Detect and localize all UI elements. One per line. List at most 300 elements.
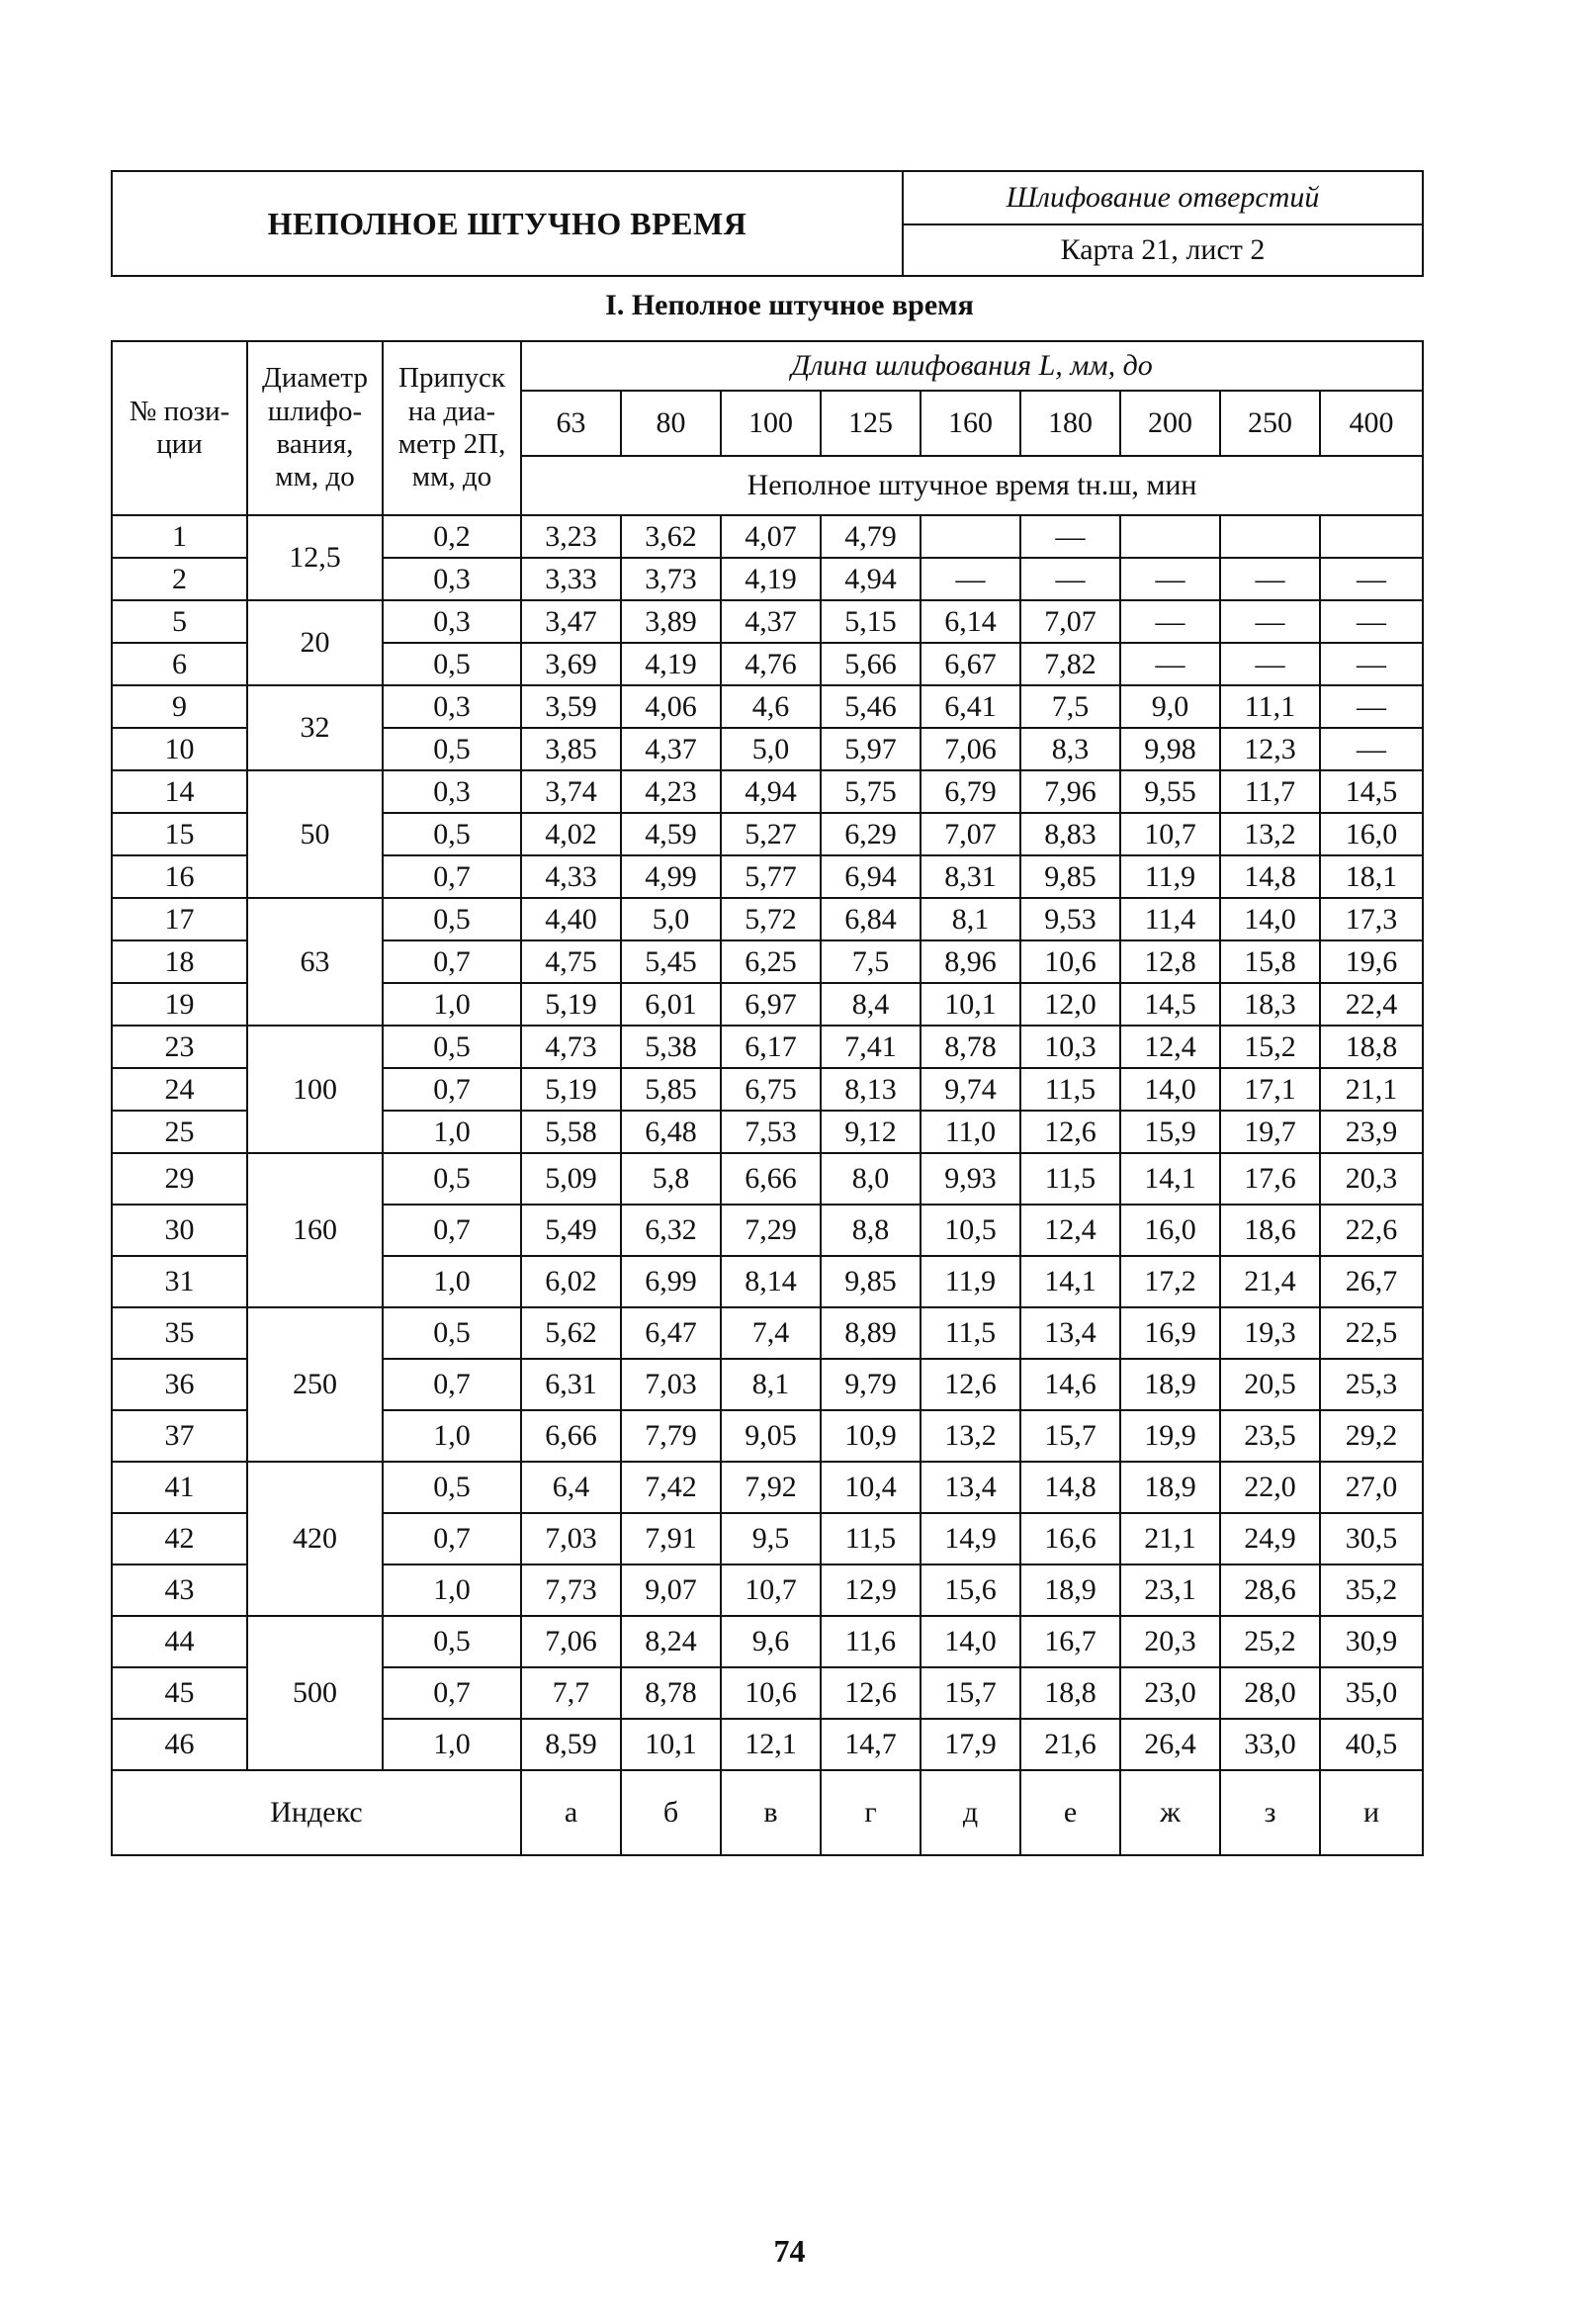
time-value-cell: 28,6	[1220, 1564, 1320, 1616]
position-cell: 44	[112, 1616, 247, 1667]
time-value-cell: 10,9	[821, 1410, 921, 1462]
time-value-cell: 7,91	[621, 1513, 721, 1564]
time-value-cell: 25,3	[1320, 1359, 1423, 1410]
time-value-cell: 22,0	[1220, 1462, 1320, 1513]
position-cell: 37	[112, 1410, 247, 1462]
time-value-cell: 12,6	[921, 1359, 1020, 1410]
time-value-cell: 16,0	[1320, 813, 1423, 855]
allowance-cell: 0,5	[383, 1307, 521, 1359]
diameter-cell: 250	[247, 1307, 383, 1462]
time-value-cell: 6,99	[621, 1256, 721, 1307]
time-value-cell: 5,19	[521, 983, 621, 1026]
position-cell: 29	[112, 1153, 247, 1205]
time-value-cell: 12,8	[1120, 940, 1220, 983]
time-value-cell: 10,6	[721, 1667, 821, 1719]
allowance-cell: 0,7	[383, 855, 521, 898]
time-value-cell: 24,9	[1220, 1513, 1320, 1564]
table-row	[112, 600, 1423, 643]
time-value-cell: 9,74	[921, 1068, 1020, 1111]
allowance-cell: 0,3	[383, 558, 521, 600]
time-value-cell: 8,59	[521, 1719, 621, 1770]
time-value-cell: 9,79	[821, 1359, 921, 1410]
time-value-cell: 11,4	[1120, 898, 1220, 940]
time-value-cell: 7,92	[721, 1462, 821, 1513]
position-cell: 9	[112, 685, 247, 728]
time-value-cell: 4,07	[721, 515, 821, 558]
time-value-cell: 12,4	[1120, 1026, 1220, 1068]
allowance-cell: 0,2	[383, 515, 521, 558]
allowance-cell: 1,0	[383, 1719, 521, 1770]
time-value-cell: 8,1	[921, 898, 1020, 940]
time-value-cell: 4,75	[521, 940, 621, 983]
time-value-cell: 18,6	[1220, 1205, 1320, 1256]
position-cell: 41	[112, 1462, 247, 1513]
time-value-cell: —	[1220, 643, 1320, 685]
diameter-cell: 32	[247, 685, 383, 770]
time-value-cell: 6,14	[921, 600, 1020, 643]
time-value-cell: 12,6	[821, 1667, 921, 1719]
length-header: 80	[621, 391, 721, 456]
time-value-cell: 7,5	[821, 940, 921, 983]
time-value-cell: 18,9	[1120, 1359, 1220, 1410]
allowance-cell: 0,7	[383, 1513, 521, 1564]
time-value-cell: 14,6	[1020, 1359, 1120, 1410]
time-value-cell: 5,97	[821, 728, 921, 770]
time-value-cell: 14,9	[921, 1513, 1020, 1564]
time-value-cell: 5,85	[621, 1068, 721, 1111]
table-row	[112, 1616, 1423, 1667]
time-value-cell: 18,8	[1320, 1026, 1423, 1068]
index-value-cell: ж	[1120, 1770, 1220, 1855]
position-cell: 15	[112, 813, 247, 855]
time-value-cell: 27,0	[1320, 1462, 1423, 1513]
time-value-cell: 21,4	[1220, 1256, 1320, 1307]
time-value-cell: 8,24	[621, 1616, 721, 1667]
time-value-cell: 13,4	[921, 1462, 1020, 1513]
time-value-cell: 8,89	[821, 1307, 921, 1359]
time-value-cell: 5,0	[721, 728, 821, 770]
allowance-cell: 0,5	[383, 643, 521, 685]
position-cell: 14	[112, 770, 247, 813]
time-value-cell: 29,2	[1320, 1410, 1423, 1462]
table-row	[112, 685, 1423, 728]
time-value-cell: 15,6	[921, 1564, 1020, 1616]
time-value-cell: 6,79	[921, 770, 1020, 813]
position-cell: 45	[112, 1667, 247, 1719]
header-box	[111, 170, 1424, 277]
time-value-cell: 6,67	[921, 643, 1020, 685]
time-value-cell: —	[1320, 685, 1423, 728]
position-cell: 1	[112, 515, 247, 558]
position-cell: 5	[112, 600, 247, 643]
time-value-cell: 26,7	[1320, 1256, 1423, 1307]
time-value-cell: 9,07	[621, 1564, 721, 1616]
time-value-cell: 15,9	[1120, 1111, 1220, 1153]
time-value-cell: 21,1	[1320, 1068, 1423, 1111]
time-value-cell: —	[1320, 600, 1423, 643]
time-value-cell: 30,9	[1320, 1616, 1423, 1667]
time-value-cell: 7,96	[1020, 770, 1120, 813]
time-value-cell: 7,4	[721, 1307, 821, 1359]
time-value-cell: 8,78	[921, 1026, 1020, 1068]
time-value-cell: 5,46	[821, 685, 921, 728]
time-value-cell: 8,96	[921, 940, 1020, 983]
index-value-cell: а	[521, 1770, 621, 1855]
time-value-cell: 18,3	[1220, 983, 1320, 1026]
length-header: 63	[521, 391, 621, 456]
time-value-cell: 7,82	[1020, 643, 1120, 685]
length-header: 160	[921, 391, 1020, 456]
allowance-cell: 0,7	[383, 1667, 521, 1719]
time-value-cell: 5,75	[821, 770, 921, 813]
time-value-cell: 11,1	[1220, 685, 1320, 728]
length-header: 400	[1320, 391, 1423, 456]
time-value-cell: 5,49	[521, 1205, 621, 1256]
time-value-cell: 4,94	[721, 770, 821, 813]
page-number: 74	[773, 2233, 806, 2269]
time-value-cell: 7,53	[721, 1111, 821, 1153]
time-value-cell: 6,75	[721, 1068, 821, 1111]
time-value-cell: 19,6	[1320, 940, 1423, 983]
time-value-cell: 17,2	[1120, 1256, 1220, 1307]
header-row	[112, 341, 1423, 391]
time-value-cell: 5,58	[521, 1111, 621, 1153]
time-value-cell: 16,7	[1020, 1616, 1120, 1667]
time-value-cell: 8,83	[1020, 813, 1120, 855]
diameter-cell: 500	[247, 1616, 383, 1770]
time-value-cell	[1320, 515, 1423, 558]
diameter-cell: 100	[247, 1026, 383, 1153]
time-value-cell: 4,02	[521, 813, 621, 855]
table-row	[112, 1307, 1423, 1359]
time-value-cell: 5,09	[521, 1153, 621, 1205]
time-value-cell: 4,76	[721, 643, 821, 685]
time-value-cell: 10,1	[621, 1719, 721, 1770]
document-title: НЕПОЛНОЕ ШТУЧНО ВРЕМЯ	[113, 172, 904, 275]
time-value-cell: 12,1	[721, 1719, 821, 1770]
time-value-cell: 8,8	[821, 1205, 921, 1256]
time-value-cell: 3,33	[521, 558, 621, 600]
time-value-cell: 3,23	[521, 515, 621, 558]
time-value-cell: 6,32	[621, 1205, 721, 1256]
time-value-cell: 7,73	[521, 1564, 621, 1616]
time-value-cell: 15,2	[1220, 1026, 1320, 1068]
allowance-cell: 1,0	[383, 1111, 521, 1153]
time-value-cell: 17,3	[1320, 898, 1423, 940]
time-value-cell: 9,85	[1020, 855, 1120, 898]
time-value-cell: 4,6	[721, 685, 821, 728]
time-value-cell: 7,7	[521, 1667, 621, 1719]
position-cell: 23	[112, 1026, 247, 1068]
allowance-cell: 1,0	[383, 1256, 521, 1307]
time-value-cell: 21,1	[1120, 1513, 1220, 1564]
time-value-cell: 5,27	[721, 813, 821, 855]
time-value-cell: 12,3	[1220, 728, 1320, 770]
time-value-cell: 15,8	[1220, 940, 1320, 983]
time-value-cell: 14,5	[1120, 983, 1220, 1026]
position-cell: 31	[112, 1256, 247, 1307]
time-value-cell: —	[1120, 600, 1220, 643]
time-value-cell: 3,89	[621, 600, 721, 643]
allowance-cell: 0,7	[383, 940, 521, 983]
time-value-cell: 8,1	[721, 1359, 821, 1410]
time-value-cell: 23,5	[1220, 1410, 1320, 1462]
time-value-cell: 8,78	[621, 1667, 721, 1719]
time-value-cell: 4,79	[821, 515, 921, 558]
time-value-cell: 6,31	[521, 1359, 621, 1410]
time-value-cell: 7,06	[521, 1616, 621, 1667]
index-value-cell: и	[1320, 1770, 1423, 1855]
time-value-cell: 25,2	[1220, 1616, 1320, 1667]
allowance-cell: 0,5	[383, 728, 521, 770]
time-value-cell: 11,9	[921, 1256, 1020, 1307]
time-header: Неполное штучное время tн.ш, мин	[521, 456, 1423, 515]
index-value-cell: в	[721, 1770, 821, 1855]
time-value-cell: 16,9	[1120, 1307, 1220, 1359]
time-value-cell: —	[1120, 643, 1220, 685]
time-value-cell: 10,1	[921, 983, 1020, 1026]
time-value-cell: 6,25	[721, 940, 821, 983]
time-value-cell: —	[1220, 600, 1320, 643]
time-value-cell: 22,5	[1320, 1307, 1423, 1359]
time-value-cell: 4,59	[621, 813, 721, 855]
length-header: 100	[721, 391, 821, 456]
time-value-cell: 22,4	[1320, 983, 1423, 1026]
time-value-cell: 11,5	[1020, 1068, 1120, 1111]
time-value-cell: 4,99	[621, 855, 721, 898]
time-value-cell: 13,2	[921, 1410, 1020, 1462]
time-value-cell: 9,85	[821, 1256, 921, 1307]
time-value-cell: 5,0	[621, 898, 721, 940]
allowance-cell: 0,7	[383, 1205, 521, 1256]
time-value-cell: 20,5	[1220, 1359, 1320, 1410]
allowance-cell: 0,5	[383, 813, 521, 855]
time-value-cell: 15,7	[1020, 1410, 1120, 1462]
time-value-cell: 7,5	[1020, 685, 1120, 728]
time-value-cell: 14,0	[921, 1616, 1020, 1667]
time-value-cell: 9,98	[1120, 728, 1220, 770]
time-value-cell: 20,3	[1320, 1153, 1423, 1205]
time-value-cell: 19,3	[1220, 1307, 1320, 1359]
time-value-cell: 33,0	[1220, 1719, 1320, 1770]
time-value-cell: 9,93	[921, 1153, 1020, 1205]
time-value-cell: 23,1	[1120, 1564, 1220, 1616]
time-value-cell: 8,31	[921, 855, 1020, 898]
position-cell: 17	[112, 898, 247, 940]
time-value-cell: 23,9	[1320, 1111, 1423, 1153]
allowance-cell: 0,3	[383, 600, 521, 643]
time-value-cell: 9,6	[721, 1616, 821, 1667]
time-value-cell: 14,1	[1020, 1256, 1120, 1307]
table-row	[112, 515, 1423, 558]
time-value-cell: 35,2	[1320, 1564, 1423, 1616]
index-row	[112, 1770, 1423, 1855]
time-value-cell: 6,01	[621, 983, 721, 1026]
time-value-cell: —	[1020, 558, 1120, 600]
diameter-cell: 160	[247, 1153, 383, 1307]
time-value-cell: 3,73	[621, 558, 721, 600]
time-value-cell: 6,41	[921, 685, 1020, 728]
time-value-cell: 18,8	[1020, 1667, 1120, 1719]
time-value-cell: 11,0	[921, 1111, 1020, 1153]
time-value-cell: 9,5	[721, 1513, 821, 1564]
time-value-cell: —	[1020, 515, 1120, 558]
time-value-cell: 5,15	[821, 600, 921, 643]
time-value-cell: 16,0	[1120, 1205, 1220, 1256]
time-value-cell: 7,03	[621, 1359, 721, 1410]
table-row	[112, 1026, 1423, 1068]
allowance-cell: 1,0	[383, 1564, 521, 1616]
time-value-cell: 13,4	[1020, 1307, 1120, 1359]
allowance-cell: 0,5	[383, 1026, 521, 1068]
time-value-cell: 4,40	[521, 898, 621, 940]
time-value-cell: 4,37	[621, 728, 721, 770]
time-value-cell: 16,6	[1020, 1513, 1120, 1564]
column-header-diameter: Диаметр шлифо- вания, мм, до	[247, 341, 383, 515]
time-value-cell: 14,8	[1220, 855, 1320, 898]
allowance-cell: 0,3	[383, 685, 521, 728]
time-value-cell: 6,84	[821, 898, 921, 940]
time-value-cell: 4,19	[721, 558, 821, 600]
time-value-cell: 6,02	[521, 1256, 621, 1307]
time-value-cell: 5,66	[821, 643, 921, 685]
time-value-cell: 14,0	[1120, 1068, 1220, 1111]
document-subtitle: Шлифование отверстий	[904, 172, 1422, 225]
time-value-cell: 8,13	[821, 1068, 921, 1111]
time-value-cell: 23,0	[1120, 1667, 1220, 1719]
column-header-allowance: Припуск на диа- метр 2П, мм, до	[383, 341, 521, 515]
position-cell: 19	[112, 983, 247, 1026]
time-value-cell	[921, 515, 1020, 558]
time-value-cell: 14,8	[1020, 1462, 1120, 1513]
time-value-cell: 4,37	[721, 600, 821, 643]
time-value-cell: 11,5	[1020, 1153, 1120, 1205]
time-value-cell: 10,6	[1020, 940, 1120, 983]
time-value-cell: 7,07	[1020, 600, 1120, 643]
time-value-cell: 10,3	[1020, 1026, 1120, 1068]
time-value-cell: 12,4	[1020, 1205, 1120, 1256]
time-value-cell: 11,6	[821, 1616, 921, 1667]
allowance-cell: 0,5	[383, 898, 521, 940]
time-value-cell: 6,29	[821, 813, 921, 855]
time-norms-table	[111, 340, 1424, 1856]
time-value-cell: 4,73	[521, 1026, 621, 1068]
time-value-cell: 3,47	[521, 600, 621, 643]
time-value-cell: 9,53	[1020, 898, 1120, 940]
position-cell: 35	[112, 1307, 247, 1359]
time-value-cell: 40,5	[1320, 1719, 1423, 1770]
diameter-cell: 63	[247, 898, 383, 1026]
time-value-cell: 14,5	[1320, 770, 1423, 813]
time-value-cell: 12,6	[1020, 1111, 1120, 1153]
time-value-cell: 7,03	[521, 1513, 621, 1564]
time-value-cell: —	[1320, 643, 1423, 685]
time-value-cell: 5,72	[721, 898, 821, 940]
time-value-cell: 3,69	[521, 643, 621, 685]
time-value-cell: 14,0	[1220, 898, 1320, 940]
time-value-cell: 35,0	[1320, 1667, 1423, 1719]
position-cell: 30	[112, 1205, 247, 1256]
time-value-cell: 10,7	[721, 1564, 821, 1616]
time-value-cell: 19,9	[1120, 1410, 1220, 1462]
position-cell: 36	[112, 1359, 247, 1410]
length-header: 125	[821, 391, 921, 456]
diameter-cell: 12,5	[247, 515, 383, 600]
allowance-cell: 0,5	[383, 1153, 521, 1205]
table-row	[112, 898, 1423, 940]
allowance-cell: 1,0	[383, 1410, 521, 1462]
time-value-cell: 5,8	[621, 1153, 721, 1205]
index-value-cell: з	[1220, 1770, 1320, 1855]
time-value-cell: 9,05	[721, 1410, 821, 1462]
table-row	[112, 1462, 1423, 1513]
position-cell: 24	[112, 1068, 247, 1111]
time-value-cell: 6,47	[621, 1307, 721, 1359]
time-value-cell: 3,62	[621, 515, 721, 558]
time-value-cell: 8,14	[721, 1256, 821, 1307]
time-value-cell: 14,7	[821, 1719, 921, 1770]
time-value-cell: —	[1220, 558, 1320, 600]
time-value-cell: 15,7	[921, 1667, 1020, 1719]
time-value-cell: 7,41	[821, 1026, 921, 1068]
index-value-cell: е	[1020, 1770, 1120, 1855]
length-group-header: Длина шлифования L, мм, до	[521, 341, 1423, 391]
time-value-cell: 6,94	[821, 855, 921, 898]
time-value-cell: —	[1320, 728, 1423, 770]
position-cell: 2	[112, 558, 247, 600]
time-value-cell: 6,17	[721, 1026, 821, 1068]
time-value-cell: 12,0	[1020, 983, 1120, 1026]
time-value-cell: 17,6	[1220, 1153, 1320, 1205]
time-value-cell: 17,1	[1220, 1068, 1320, 1111]
position-cell: 46	[112, 1719, 247, 1770]
time-value-cell: 19,7	[1220, 1111, 1320, 1153]
position-cell: 43	[112, 1564, 247, 1616]
table-row	[112, 1153, 1423, 1205]
time-value-cell: 17,9	[921, 1719, 1020, 1770]
allowance-cell: 0,3	[383, 770, 521, 813]
allowance-cell: 0,5	[383, 1462, 521, 1513]
time-value-cell: 6,66	[521, 1410, 621, 1462]
time-value-cell: 3,74	[521, 770, 621, 813]
time-value-cell: 28,0	[1220, 1667, 1320, 1719]
time-value-cell: 26,4	[1120, 1719, 1220, 1770]
position-cell: 18	[112, 940, 247, 983]
time-value-cell: 4,94	[821, 558, 921, 600]
allowance-cell: 0,7	[383, 1359, 521, 1410]
time-value-cell: 8,0	[821, 1153, 921, 1205]
time-value-cell: 6,4	[521, 1462, 621, 1513]
index-label: Индекс	[112, 1770, 521, 1855]
diameter-cell: 20	[247, 600, 383, 685]
length-header: 200	[1120, 391, 1220, 456]
time-value-cell: 5,19	[521, 1068, 621, 1111]
diameter-cell: 420	[247, 1462, 383, 1616]
time-value-cell: 20,3	[1120, 1616, 1220, 1667]
time-value-cell: 5,45	[621, 940, 721, 983]
length-header: 250	[1220, 391, 1320, 456]
time-value-cell: 4,19	[621, 643, 721, 685]
index-value-cell: г	[821, 1770, 921, 1855]
length-header: 180	[1020, 391, 1120, 456]
card-number: Карта 21, лист 2	[1060, 233, 1266, 266]
position-cell: 42	[112, 1513, 247, 1564]
allowance-cell: 0,5	[383, 1616, 521, 1667]
time-value-cell: 10,5	[921, 1205, 1020, 1256]
allowance-cell: 1,0	[383, 983, 521, 1026]
time-value-cell	[1120, 515, 1220, 558]
time-value-cell: 6,97	[721, 983, 821, 1026]
